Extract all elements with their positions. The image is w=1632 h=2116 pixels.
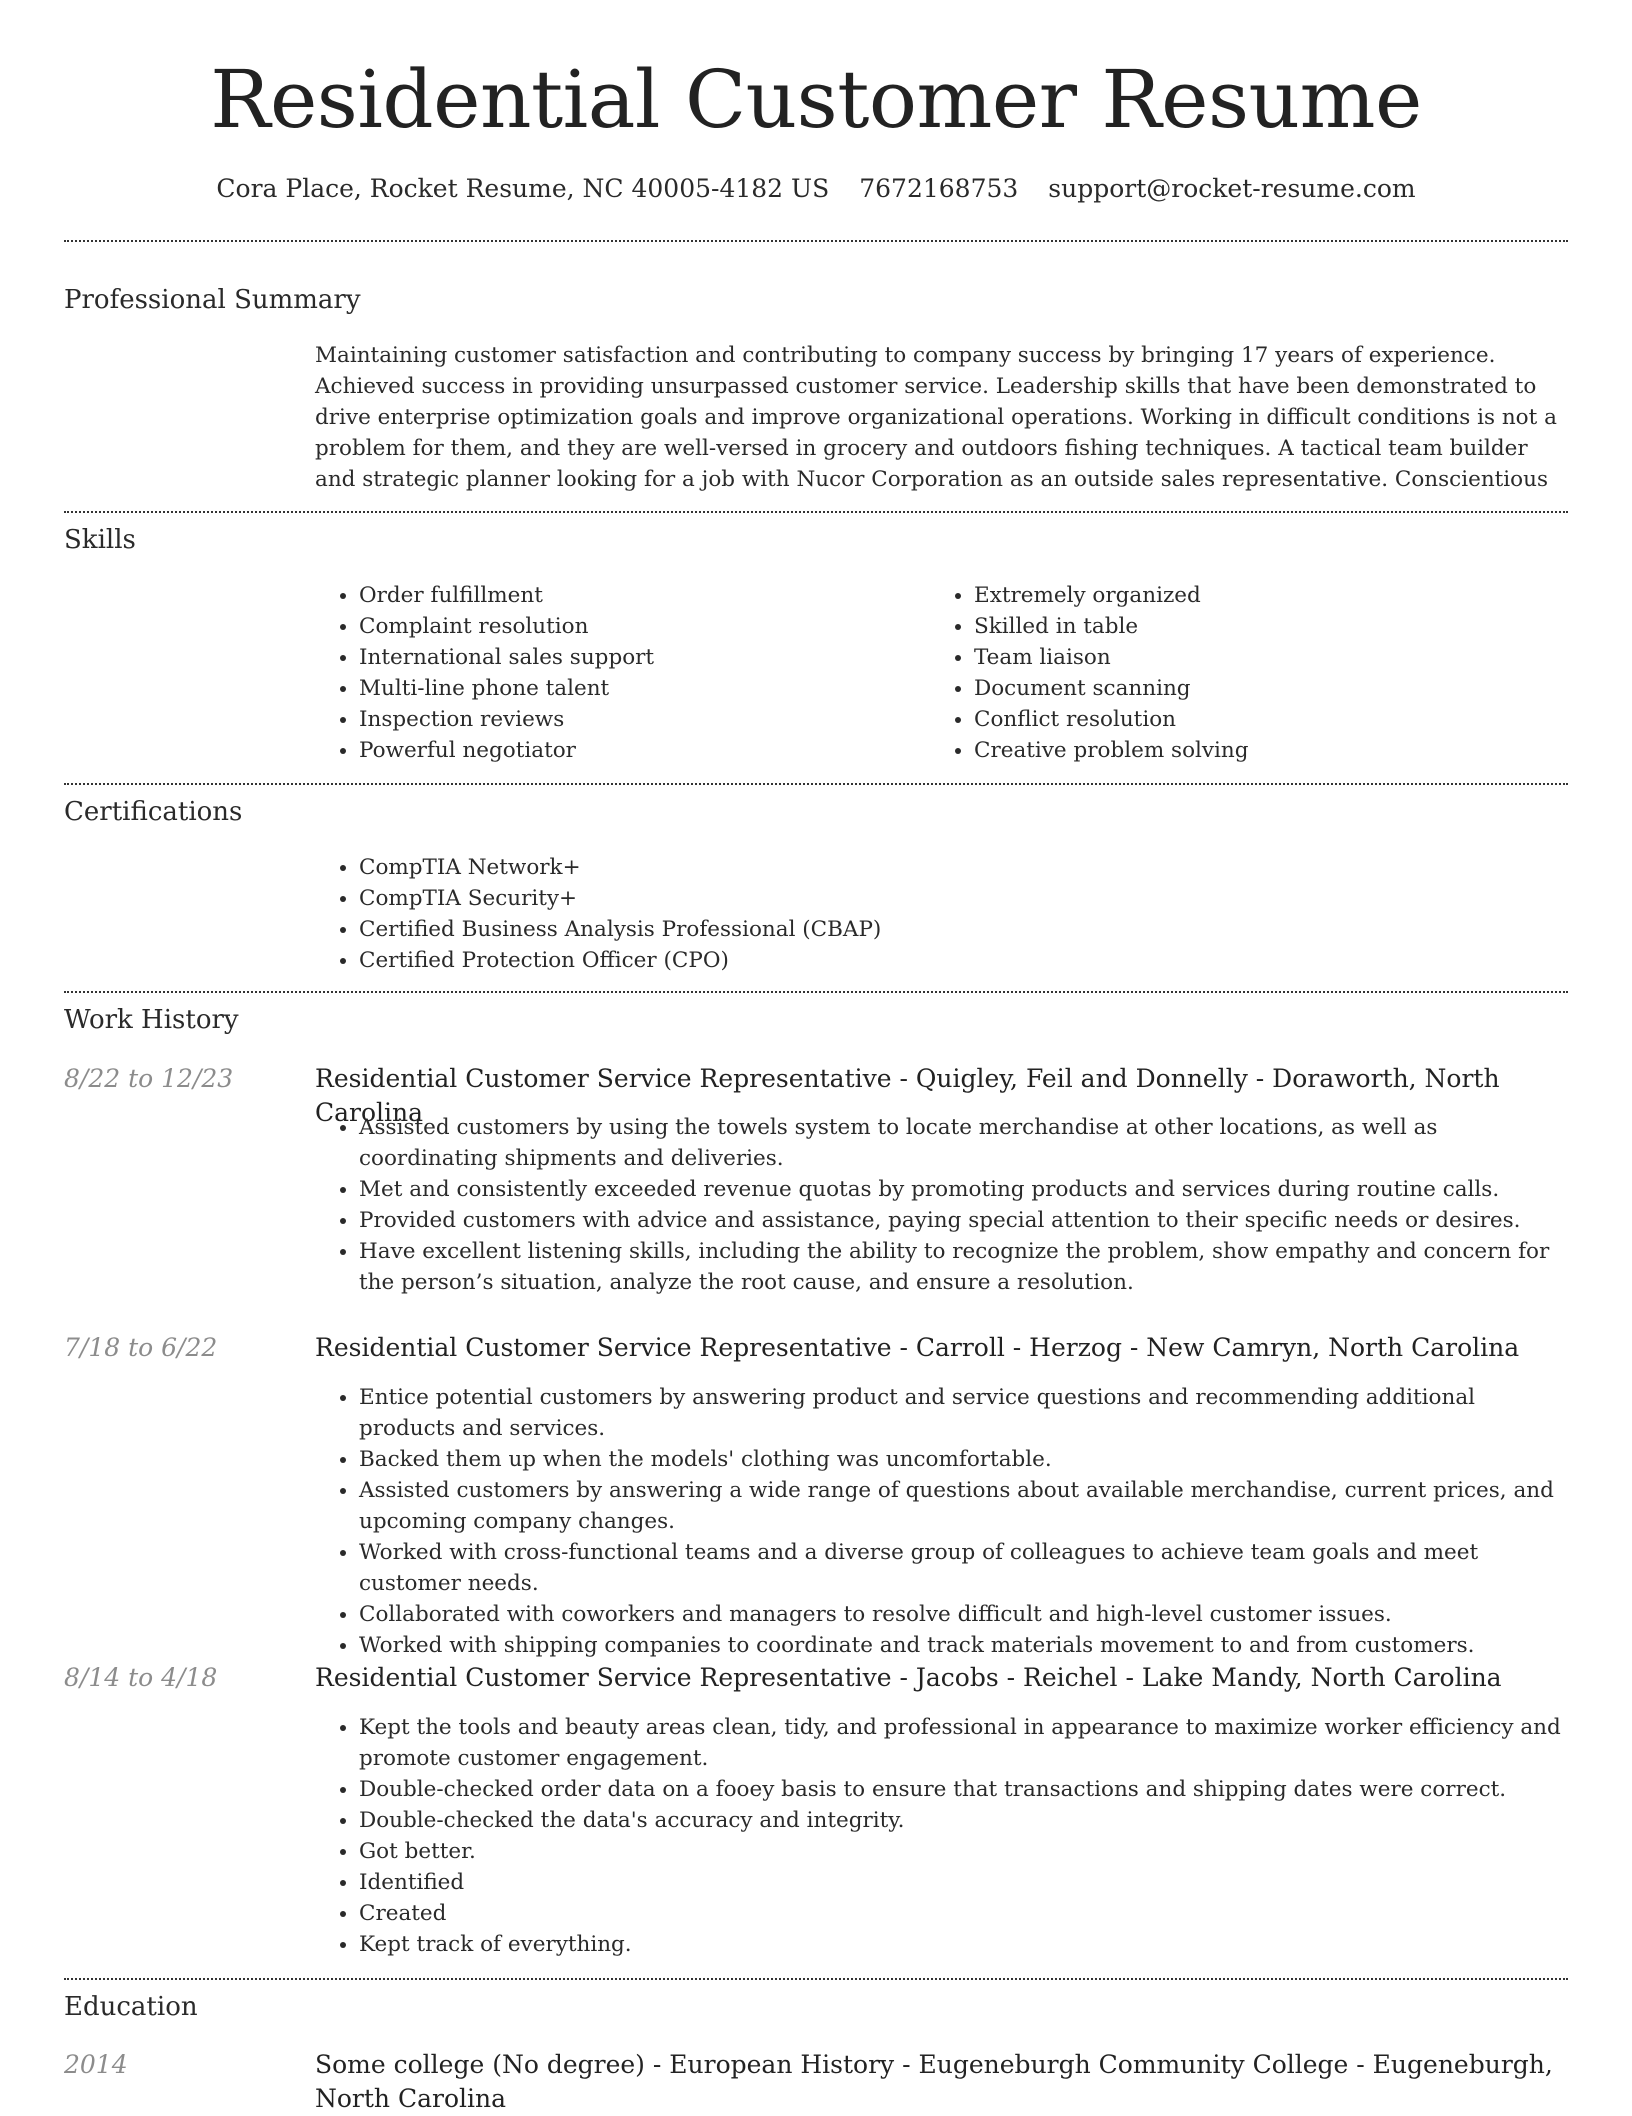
job-bullet: • Worked with cross-functional teams and a diverse group of colleagues to achieve team goals and meet customer needs. — [359, 1537, 1568, 1599]
job-bullet: • Kept track of everything. — [359, 1929, 1568, 1960]
job-bullet: • Met and consistently exceeded revenue quotas by promoting products and services during routine calls. — [359, 1174, 1568, 1205]
section-divider — [64, 991, 1568, 993]
job-bullet: • Provided customers with advice and assistance, paying special attention to their specific needs or desires. — [359, 1205, 1568, 1236]
skill-item: • Conflict resolution — [974, 704, 1574, 735]
certification-item: • Certified Business Analysis Professional (CBAP) — [359, 914, 1568, 945]
job-bullets — [315, 1712, 1568, 1960]
section-divider — [64, 1978, 1568, 1980]
skill-item: • Inspection reviews — [359, 704, 919, 735]
job-bullet: • Created — [359, 1898, 1568, 1929]
contact-phone: 7672168753 — [859, 174, 1019, 203]
skill-item: • Powerful negotiator — [359, 735, 919, 766]
education-heading: Education — [64, 1992, 198, 2022]
skill-item: • International sales support — [359, 642, 919, 673]
certification-item: • CompTIA Security+ — [359, 883, 1568, 914]
job-bullet: • Assisted customers by answering a wide range of questions about available merchandise, current prices, and upcoming company changes. — [359, 1475, 1568, 1537]
education-date: 2014 — [64, 2050, 128, 2079]
section-divider — [64, 511, 1568, 513]
job-dates: 8/14 to 4/18 — [64, 1663, 218, 1692]
job-title: Residential Customer Service Representative - Quigley, Feil and Donnelly - Doraworth, North Carolina — [315, 1064, 1500, 1127]
contact-address: Cora Place, Rocket Resume, NC 40005-4182 US — [216, 174, 830, 203]
job-bullet: • Backed them up when the models' clothing was uncomfortable. — [359, 1444, 1568, 1475]
job-bullet: • Double-checked the data's accuracy and integrity. — [359, 1805, 1568, 1836]
skill-item: • Order fulfillment — [359, 580, 919, 611]
job-bullet: • Identified — [359, 1867, 1568, 1898]
job-bullets — [315, 1112, 1568, 1298]
section-divider — [64, 240, 1568, 242]
section-divider — [64, 783, 1568, 785]
certification-item: • Certified Protection Officer (CPO) — [359, 945, 1568, 976]
job-bullet: • Kept the tools and beauty areas clean, tidy, and professional in appearance to maximize worker efficiency and promote customer engagement. — [359, 1712, 1568, 1774]
skill-item: • Creative problem solving — [974, 735, 1574, 766]
skill-item: • Team liaison — [974, 642, 1574, 673]
job-bullet: • Entice potential customers by answering product and service questions and recommending additional products and services. — [359, 1382, 1568, 1444]
certifications-heading: Certifications — [64, 797, 243, 827]
work-heading: Work History — [64, 1005, 239, 1035]
skills-heading: Skills — [64, 525, 136, 555]
certifications-list — [315, 852, 1568, 976]
skill-item: • Multi-line phone talent — [359, 673, 919, 704]
job-bullets — [315, 1382, 1568, 1661]
skill-item: • Extremely organized — [974, 580, 1574, 611]
job-bullet: • Assisted customers by using the towels system to locate merchandise at other locations, as well as coordinating shipments and deliveries. — [359, 1112, 1568, 1174]
job-bullet: • Got better. — [359, 1836, 1568, 1867]
contact-email: support@rocket-resume.com — [1048, 174, 1416, 203]
job-title: Residential Customer Service Representative - Carroll - Herzog - New Camryn, North Carolina — [315, 1333, 1520, 1362]
skills-list-left — [315, 580, 919, 766]
skills-list-right — [930, 580, 1574, 766]
skill-item: • Document scanning — [974, 673, 1574, 704]
job-bullet: • Double-checked order data on a fooey basis to ensure that transactions and shipping dates were correct. — [359, 1774, 1568, 1805]
job-bullet: • Collaborated with coworkers and managers to resolve difficult and high-level customer issues. — [359, 1599, 1568, 1630]
job-dates: 8/22 to 12/23 — [64, 1064, 234, 1093]
job-bullet: • Have excellent listening skills, including the ability to recognize the problem, show empathy and concern for the person’s situation, analyze the root cause, and ensure a resolution. — [359, 1236, 1568, 1298]
skill-item: • Skilled in table — [974, 611, 1574, 642]
education-title: Some college (No degree) - European History - Eugeneburgh Community College - Eugeneburgh, North Carolina — [315, 2050, 1553, 2113]
resume-title: Residential Customer Resume — [210, 53, 1422, 146]
job-bullet: • Worked with shipping companies to coordinate and track materials movement to and from customers. — [359, 1630, 1568, 1661]
summary-text: Maintaining customer satisfaction and contributing to company success by bringing 17 years of experience. Achieved success in providing unsurpassed customer service. Leadership skills that have been demonstrated to drive enterprise optimization goals and improve organizational operations. Working in difficult conditions is not a problem for them, and they are well-versed in grocery and outdoors fishing techniques. A tactical team builder and strategic planner looking for a job with Nucor Corporation as an outside sales representative. Conscientious — [315, 343, 1557, 492]
certification-item: • CompTIA Network+ — [359, 852, 1568, 883]
contact-line — [0, 172, 1632, 206]
summary-heading: Professional Summary — [64, 285, 361, 315]
skill-item: • Complaint resolution — [359, 611, 919, 642]
job-title: Residential Customer Service Representative - Jacobs - Reichel - Lake Mandy, North Carolina — [315, 1663, 1502, 1692]
job-dates: 7/18 to 6/22 — [64, 1333, 218, 1362]
